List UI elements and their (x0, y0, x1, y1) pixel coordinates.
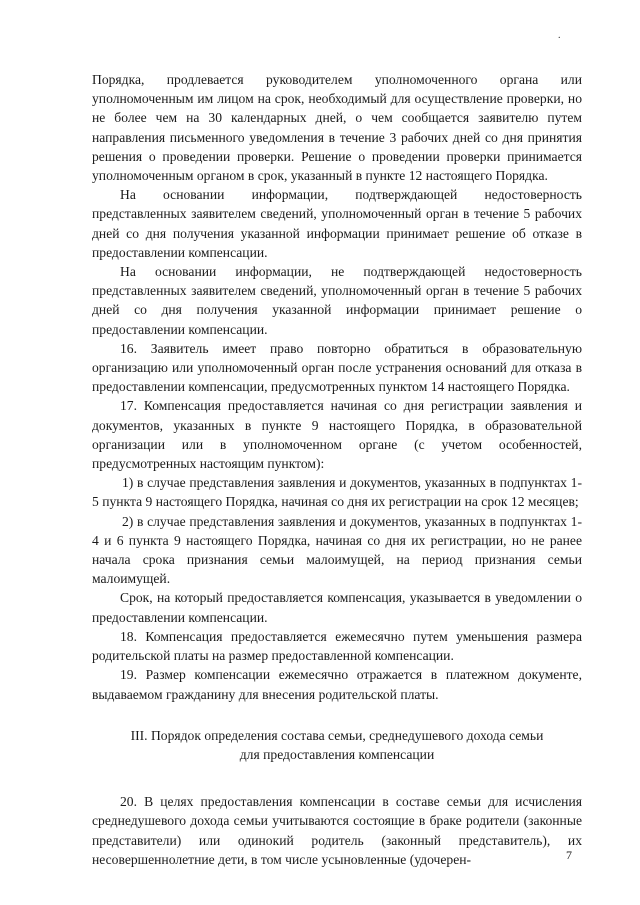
page-number: 7 (566, 848, 572, 862)
section-heading-line: III. Порядок определения состава семьи, среднедушевого дохода семьи (130, 727, 544, 743)
subparagraph-2: 2) в случае представления заявления и документов, указанных в подпунктах 1-4 и 6 пункта 9 настоящего Порядка, начиная со дня их регистрации, но не ранее начала срока признания семьи малоимущей, на период признания семьи малоимущей. (92, 513, 582, 587)
section-heading (92, 726, 582, 764)
paragraph-item-19: 19. Размер компенсации ежемесячно отражается в платежном документе, выдаваемом гражданину для внесения родительской платы. (92, 667, 582, 702)
paragraph: На основании информации, не подтверждающей недостоверность представленных заявителем сведений, уполномоченный орган в течение 5 рабочих дней со дня получения указанной информации принимает решение о предоставлении компенсации. (92, 264, 582, 337)
paragraph: На основании информации, подтверждающей недостоверность представленных заявителем сведений, уполномоченный орган в течение 5 рабочих дней со дня получения указанной информации принимает решение об отказе в предоставлении компенсации. (92, 187, 582, 260)
paragraph-item-20: 20. В целях предоставления компенсации в составе семьи для исчисления среднедушевого дохода семьи учитываются состоящие в браке родители (законные представители) или одинокий родитель (законный представитель), их несовершеннолетние дети, в том числе усыновленные (удочерен- (92, 794, 582, 867)
paragraph-item-16: 16. Заявитель имеет право повторно обратиться в образовательную организацию или уполномоченный орган после устранения оснований для отказа в предоставлении компенсации, предусмотренных пунктом 14 настоящего Порядка. (92, 340, 582, 395)
paragraph-continuation: Порядка, продлевается руководителем уполномоченного органа или уполномоченным им лицом на срок, необходимый для осуществление проверки, но не более чем на 30 календарных дней, о чем сообщается заявителю путем направления письменного уведомления в течение 3 рабочих дней со дня принятия решения о проведении проверки. Решение о проведении проверки принимается уполномоченным органом в срок, указанный в пункте 12 настоящего Порядка. (92, 72, 582, 184)
paragraph-item-18: 18. Компенсация предоставляется ежемесячно путем уменьшения размера родительской платы на размер предоставленной компенсации. (92, 628, 582, 664)
section-heading-line: для предоставления компенсации (239, 746, 435, 762)
top-mark: . (558, 30, 561, 41)
body-text (92, 70, 582, 869)
paragraph-item-17: 17. Компенсация предоставляется начиная со дня регистрации заявления и документов, указанных в пункте 9 настоящего Порядка, в образовательной организации или в уполномоченном органе (с учетом особенностей, предусмотренных настоящим пунктом): (92, 398, 582, 472)
subparagraph-1: 1) в случае представления заявления и документов, указанных в подпунктах 1-5 пункта 9 настоящего Порядка, начиная со дня их регистрации на срок 12 месяцев; (92, 475, 582, 510)
paragraph: Срок, на который предоставляется компенсация, указывается в уведомлении о предоставлении компенсации. (92, 590, 582, 625)
